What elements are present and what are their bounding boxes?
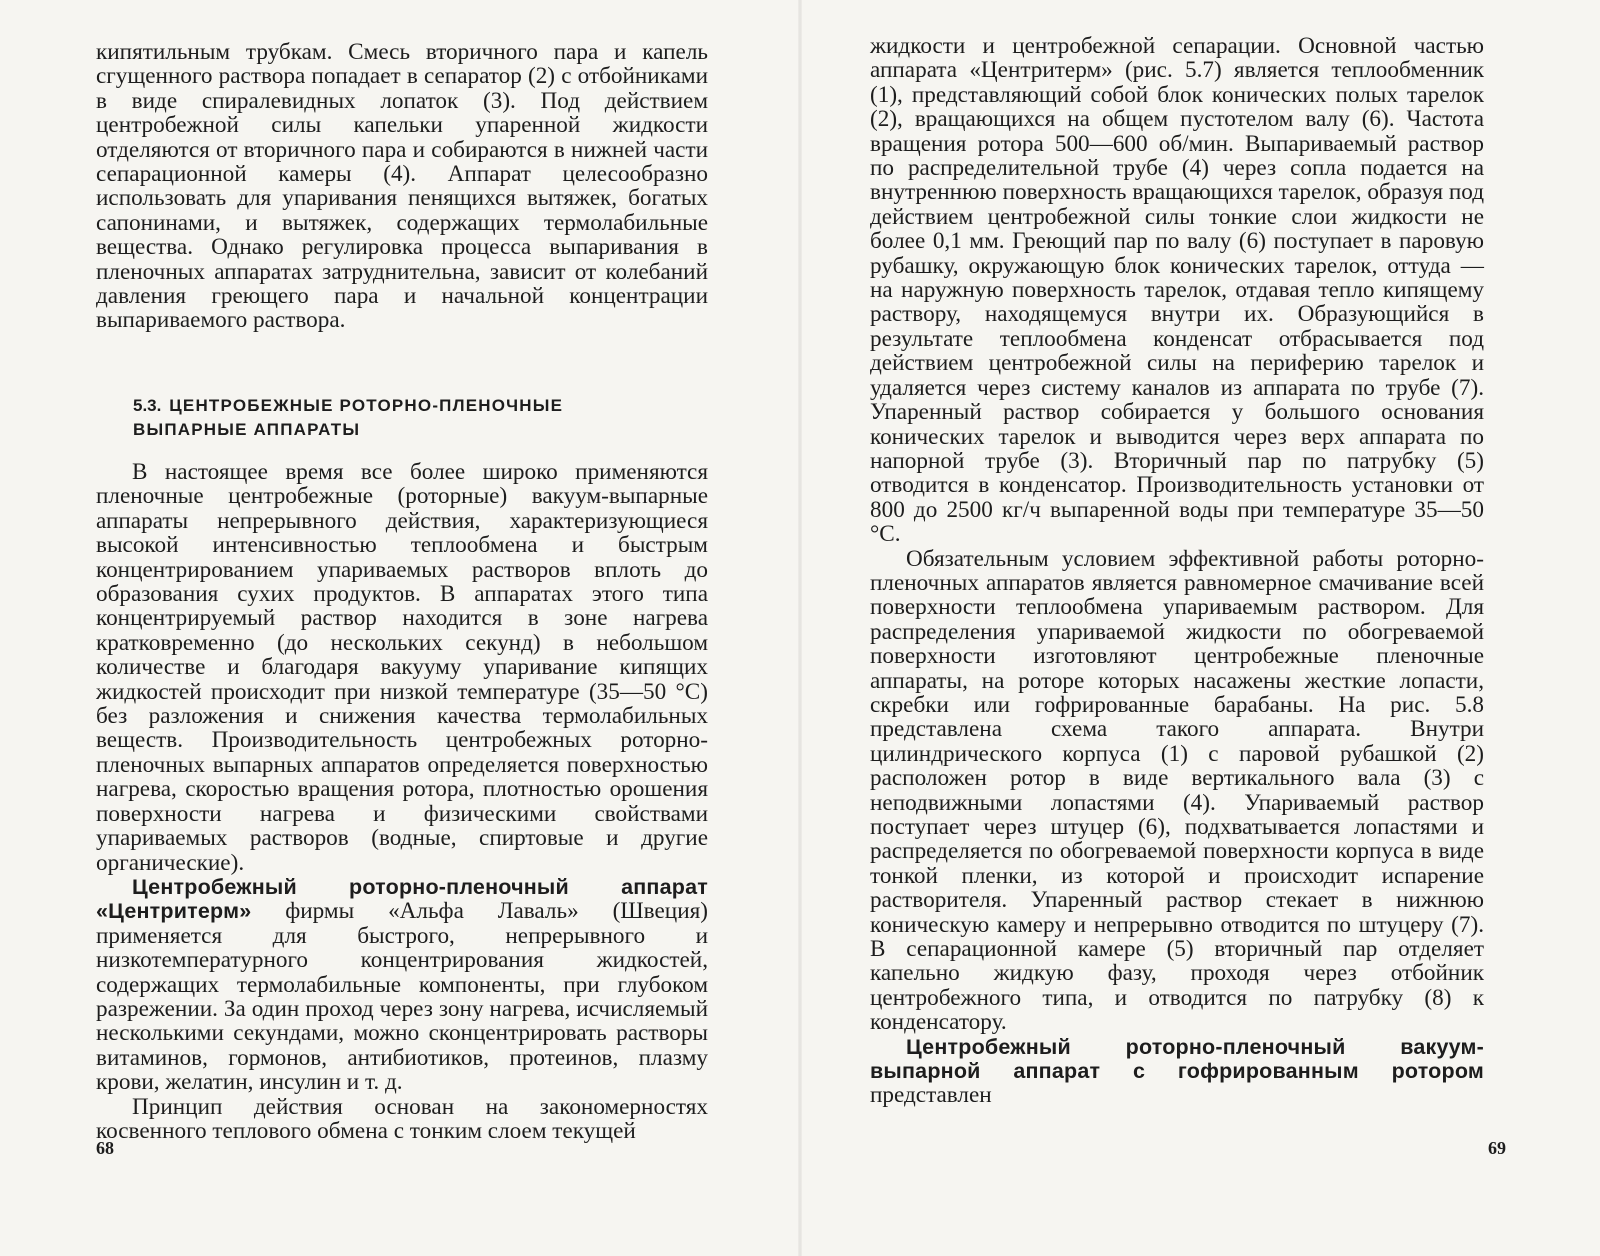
right-page [800,0,1600,1256]
corrugated-bold-term: Центробежный роторно-пленочный вакуум-выпарной аппарат с гофрированным ротором [870,1034,1484,1084]
paragraph-centritherm [96,875,708,1095]
paragraph-intro: В настоящее время все более широко применяются пленочные центробежные (роторные) вакуум-выпарные аппараты непрерывного действия, характеризующиеся высокой интенсивностью теплообмена и быстрым концентрированием упариваемых растворов вплоть до образования сухих продуктов. В аппаратах этого типа концентрируемый раствор находится в зоне нагрева кратковременно (до нескольких секунд) в небольшом количестве и благодаря вакууму упаривание кипящих жидкостей происходит при низкой температуре (35—50 °С) без разложения и снижения качества термолабильных веществ. Производительность центробежных роторно-пленочных выпарных аппаратов определяется поверхностью нагрева, скоростью вращения ротора, плотностью орошения поверхности нагрева и физическими свойствами упариваемых растворов (водные, спиртовые и другие органические). [96,459,708,876]
section-heading-line2: ВЫПАРНЫЕ АППАРАТЫ [133,420,361,439]
centritherm-bold-term: Центробежный роторно-пленочный аппарат «Центритерм» [96,874,708,924]
paragraph-principle: Принцип действия основан на закономерностях косвенного теплового обмена с тонким слоем текущей [96,1093,708,1144]
right-text [870,34,1484,1108]
paragraph-continued-right: жидкости и центробежной сепарации. Основной частью аппарата «Центритерм» (рис. 5.7) является теплообменник (1), представляющий собой блок конических полых тарелок (2), вращающихся на общем пустотелом валу (6). Частота вращения ротора 500—600 об/мин. Выпариваемый раствор по распределительной трубе (4) через сопла подается на внутреннюю поверхность вращающихся тарелок, образуя под действием центробежной силы тонкие слои жидкости не более 0,1 мм. Греющий пар по валу (6) поступает в паровую рубашку, окружающую блок конических тарелок, оттуда — на наружную поверхность тарелок, отдавая тепло кипящему раствору, находящемуся внутри их. Образующийся в результате теплообмена конденсат отбрасывается под действием центробежной силы на периферию тарелок и удаляется через систему каналов из аппарата по трубе (7). Упаренный раствор собирается у большого основания конических тарелок и выводится через верх аппарата по напорной трубе (3). Вторичный пар по патрубку (5) отводится в конденсатор. Производительность установки от 800 до 2500 кг/ч выпаренной воды при температуре 35—50 °С. [870,33,1484,548]
paragraph-corrugated [870,1035,1484,1108]
paragraph-continued-left: кипятильным трубкам. Смесь вторичного пара и капель сгущенного раствора попадает в сепаратор (2) с отбойниками в виде спиралевидных лопаток (3). Под действием центробежной силы капельки упаренной жидкости отделяются от вторичного пара и собираются в нижней части сепарационной камеры (4). Аппарат целесообразно использовать для упаривания пенящихся вытяжек, богатых сапонинами, и вытяжек, содержащих термолабильные вещества. Однако регулировка процесса выпаривания в пленочных аппаратах затруднительна, зависит от колебаний давления греющего пара и начальной концентрации выпариваемого раствора. [96,39,708,334]
page-number-left: 68 [96,1138,114,1158]
paragraph-condition: Обязательным условием эффективной работы роторно-пленочных аппаратов является равномерное смачивание всей поверхности теплообмена упариваемым раствором. Для распределения упариваемой жидкости по обогреваемой поверхности изготовляют центробежные пленочные аппараты, на роторе которых насажены жесткие лопасти, скребки или гофрированные барабаны. На рис. 5.8 представлена схема такого аппарата. Внутри цилиндрического корпуса (1) с паровой рубашкой (2) расположен ротор в виде вертикального вала (3) с неподвижными лопастями (4). Упариваемый раствор поступает через штуцер (6), подхватывается лопастями и распределяется по обогреваемой поверхности корпуса в виде тонкой пленки, из которой и происходит испарение растворителя. Упаренный раствор стекает в нижнюю коническую камеру и непрерывно отводится по штуцеру (7). В сепарационной камере (5) вторичный пар отделяет капельно жидкую фазу, проходя через отбойник центробежного типа, и отводится по патрубку (8) к конденсатору. [870,545,1484,1036]
left-text-main [96,460,708,1143]
section-number: 5.3. [133,396,162,415]
section-heading [133,394,693,442]
section-heading-line1: ЦЕНТРОБЕЖНЫЕ РОТОРНО-ПЛЕНОЧНЫЕ [169,396,564,415]
left-text-continued [96,40,708,333]
page-number-right: 69 [1488,1138,1506,1158]
centritherm-description: фирмы «Альфа Лаваль» (Швеция) применяется для быстрого, непрерывного и низкотемпературного концентрирования жидкостей, содержащих термолабильные компоненты, при глубоком разрежении. За один проход через зону нагрева, исчисляемый несколькими секундами, можно сконцентрировать растворы витаминов, гормонов, антибиотиков, протеинов, плазму крови, желатин, инсулин и т. д. [96,898,708,1096]
corrugated-description: представлен [870,1082,992,1109]
